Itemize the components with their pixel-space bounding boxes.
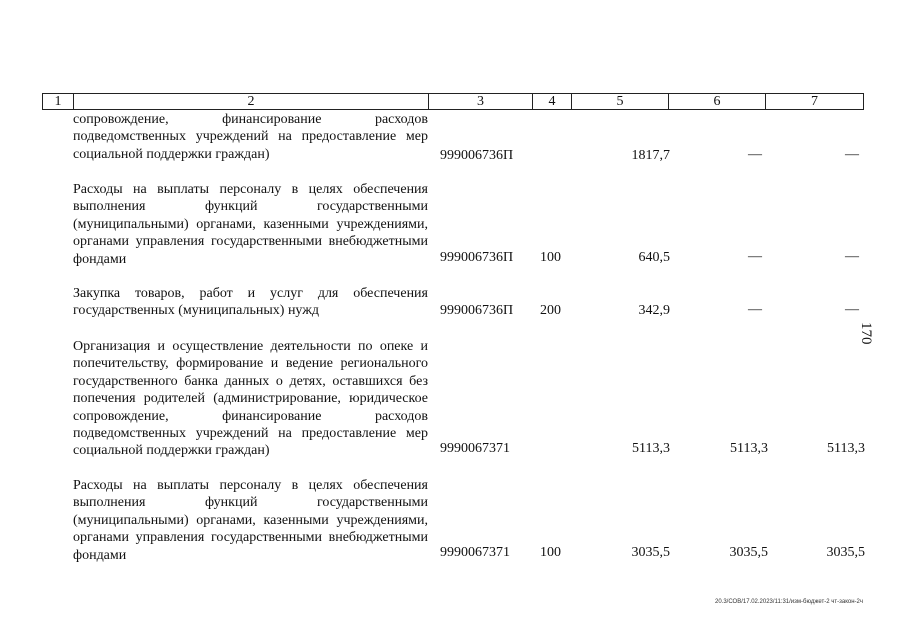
row-amount-col7: — xyxy=(845,147,859,162)
row-amount-col6: — xyxy=(748,249,762,264)
row-code: 9990067371 xyxy=(440,545,510,560)
row-description: Закупка товаров, работ и услуг для обеспечения государственных (муниципальных) нужд xyxy=(73,286,428,319)
row-amount-col5: 1817,7 xyxy=(631,148,670,163)
row-amount-col7: 5113,3 xyxy=(827,441,865,456)
row-description: Организация и осуществление деятельности по опеке и попечительству, формирование и ведение регионального государственного банка данных о детях, оставшихся без попечения родителей (администрирование, юридическое сопровождение, финансирование расходов подведомственных учреждений на предоставление мер социальной поддержки граждан) xyxy=(73,339,428,459)
column-header-6: 6 xyxy=(713,94,721,109)
row-description: Расходы на выплаты персоналу в целях обеспечения выполнения функций государственными (муниципальными) органами, казенными учреждениями, органами управления государственными внебюджетными фондами xyxy=(73,478,428,563)
column-header-5: 5 xyxy=(616,94,624,109)
row-amount-col5: 3035,5 xyxy=(631,545,670,560)
row-code: 999006736П xyxy=(440,303,514,318)
column-header-1: 1 xyxy=(54,94,62,109)
row-code: 999006736П xyxy=(440,148,514,163)
row-amount-col7: — xyxy=(845,249,859,264)
page-number: 170 xyxy=(858,322,874,345)
row-expense-type: 100 xyxy=(540,545,561,560)
column-header-2: 2 xyxy=(247,94,255,109)
row-amount-col5: 342,9 xyxy=(638,303,670,318)
footer-stamp: 20.3/СОВ/17.02.2023/11:31/изм-бюджет-2 чт-закон-2ч xyxy=(714,599,863,605)
row-amount-col6: — xyxy=(748,147,762,162)
column-header-4: 4 xyxy=(548,94,556,109)
row-amount-col7: — xyxy=(845,302,859,317)
row-expense-type: 100 xyxy=(540,250,561,265)
row-expense-type: 200 xyxy=(540,303,561,318)
row-description: сопровождение, финансирование расходов подведомственных учреждений на предоставление мер социальной поддержки граждан) xyxy=(73,112,428,162)
row-amount-col5: 640,5 xyxy=(638,250,670,265)
column-header-row xyxy=(42,93,864,110)
column-header-7: 7 xyxy=(811,94,818,109)
row-description: Расходы на выплаты персоналу в целях обеспечения выполнения функций государственными (муниципальными) органами, казенными учреждениями, органами управления государственными внебюджетными фондами xyxy=(73,182,428,267)
row-amount-col6: 5113,3 xyxy=(730,441,768,456)
column-header-3: 3 xyxy=(477,94,484,109)
row-amount-col6: — xyxy=(748,302,762,317)
row-code: 9990067371 xyxy=(440,441,510,456)
row-code: 999006736П xyxy=(440,250,514,265)
row-amount-col7: 3035,5 xyxy=(826,545,865,560)
row-amount-col5: 5113,3 xyxy=(632,441,670,456)
row-amount-col6: 3035,5 xyxy=(729,545,768,560)
